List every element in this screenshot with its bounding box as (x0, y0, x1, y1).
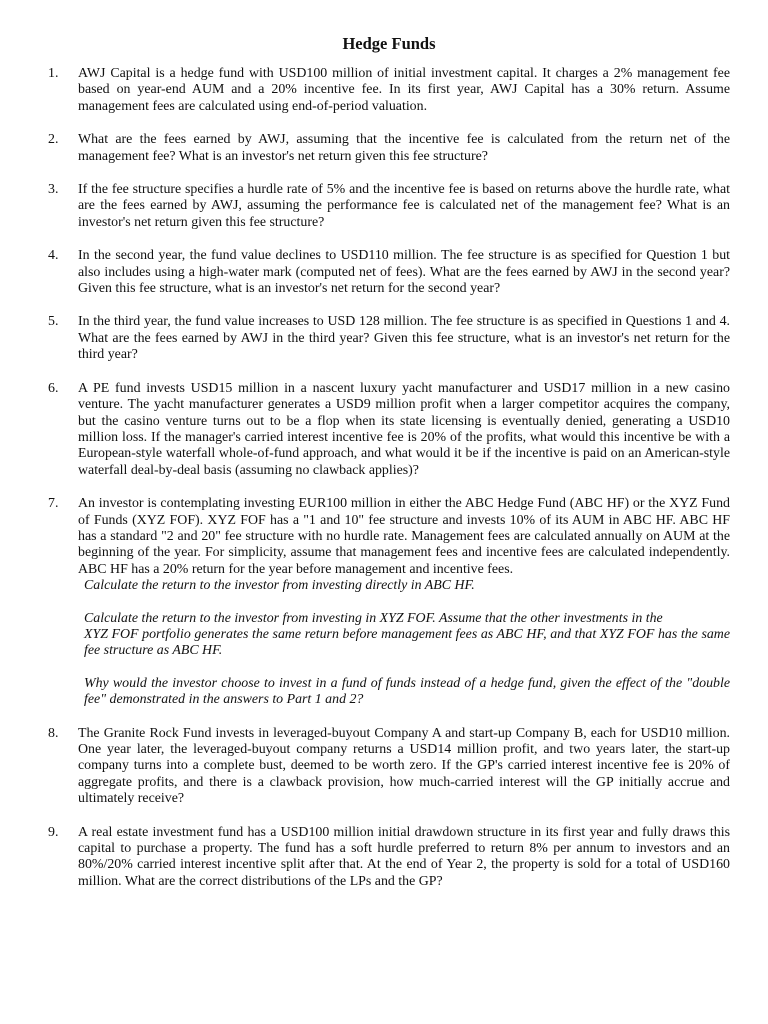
question-text: If the fee structure specifies a hurdle rate of 5% and the incentive fee is based on returns above the hurdle rate, what are the fees earned by AWJ, assuming the performance fee is calculated net of the management fee? What is an investor's net return given this fee structure? (78, 182, 730, 230)
question-number: 5. (48, 314, 59, 330)
question-text: In the second year, the fund value declines to USD110 million. The fee structure is as specified for Question 1 but also includes using a high-water mark (computed net of fees). What are the fees earned by AWJ in the second year? Given this fee structure, what is an investor's net return for the second year? (78, 248, 730, 297)
sub-question: Calculate the return to the investor from investing directly in ABC HF. (84, 578, 475, 594)
list-item (48, 66, 730, 115)
list-item (48, 248, 730, 297)
list-item (48, 381, 730, 479)
question-text: The Granite Rock Fund invests in leveraged-buyout Company A and start-up Company B, each for USD10 million. One year later, the leveraged-buyout company returns a USD14 million profit, and two years later, the start-up company turns into a complete bust, deemed to be worth zero. If the GP's carried interest incentive fee is 20% of aggregate profits, and there is a clawback provision, how much-carried interest will the GP initially accrue and ultimately receive? (78, 725, 730, 807)
question-number: 8. (48, 725, 59, 741)
list-item (48, 726, 730, 808)
question-number: 2. (48, 132, 59, 148)
question-number: 1. (48, 66, 59, 81)
page-title: Hedge Funds (342, 34, 436, 53)
list-item (48, 825, 730, 891)
sub-question: Why would the investor choose to invest in a fund of funds instead of a hedge fund, given the effect of the "double fee" demonstrated in the answers to Part 1 and 2? (84, 675, 730, 708)
question-number: 6. (48, 380, 59, 396)
question-text: What are the fees earned by AWJ, assuming that the incentive fee is calculated from the return net of the management fee? What is an investor's net return given this fee structure? (78, 132, 730, 164)
question-number: 4. (48, 248, 59, 264)
question-block (78, 496, 730, 708)
question-list (48, 66, 730, 890)
question-number: 3. (48, 182, 59, 198)
question-text: A real estate investment fund has a USD100 million initial drawdown structure in its first year and fully draws this capital to purchase a property. The fund has a soft hurdle preferred to return 8% per annum to investors and an 80%/20% carried interest incentive split after that. At the end of Year 2, the property is sold for a total of USD160 million. What are the correct distributions of the LPs and the GP? (78, 824, 730, 889)
list-item (48, 182, 730, 231)
question-number: 7. (48, 496, 59, 512)
question-text: A PE fund invests USD15 million in a nascent luxury yacht manufacturer and USD17 million in a new casino venture. The yacht manufacturer generates a USD9 million profit when a larger competitor acquires the company, but the casino venture turns out to be a flop when its state licensing is eventually denied, generating a USD10 million loss. If the manager's carried interest incentive fee is 20% of the profits, what would this incentive be with a European-style waterfall whole-of-fund approach, and what would it be if the incentive is paid on an American-style waterfall deal-by-deal basis (assuming no clawback applies)? (78, 380, 730, 478)
list-item (48, 132, 730, 165)
list-item (48, 496, 730, 708)
question-text: AWJ Capital is a hedge fund with USD100 million of initial investment capital. It charges a 2% management fee based on year-end AUM and a 20% incentive fee. In its first year, AWJ Capital has a 30% return. Assume management fees are calculated using end-of-period valuation. (78, 66, 730, 114)
question-text: In the third year, the fund value increases to USD 128 million. The fee structure is as specified in Questions 1 and 4. What are the fees earned by AWJ in the third year? Given this fee structure, what is an investor's net return for the third year? (78, 314, 730, 363)
list-item (48, 314, 730, 363)
question-number: 9. (48, 824, 59, 840)
sub-question: Calculate the return to the investor from investing in XYZ FOF. Assume that the other investments in the XYZ FOF portfolio generates the same return before management fees as ABC HF, and that XYZ FOF has the same fee structure as ABC HF. (84, 610, 730, 659)
question-text: An investor is contemplating investing EUR100 million in either the ABC Hedge Fund (ABC HF) or the XYZ Fund of Funds (XYZ FOF). XYZ FOF has a "1 and 10" fee structure and invests 10% of its AUM in ABC HF. ABC HF has a standard "2 and 20" fee structure with no hurdle rate. Management fees are calculated annually on AUM at the beginning of the year. For simplicity, assume that management fees and incentive fees are calculated independently. ABC HF has a 20% return for the year before management and incentive fees. (78, 496, 730, 577)
